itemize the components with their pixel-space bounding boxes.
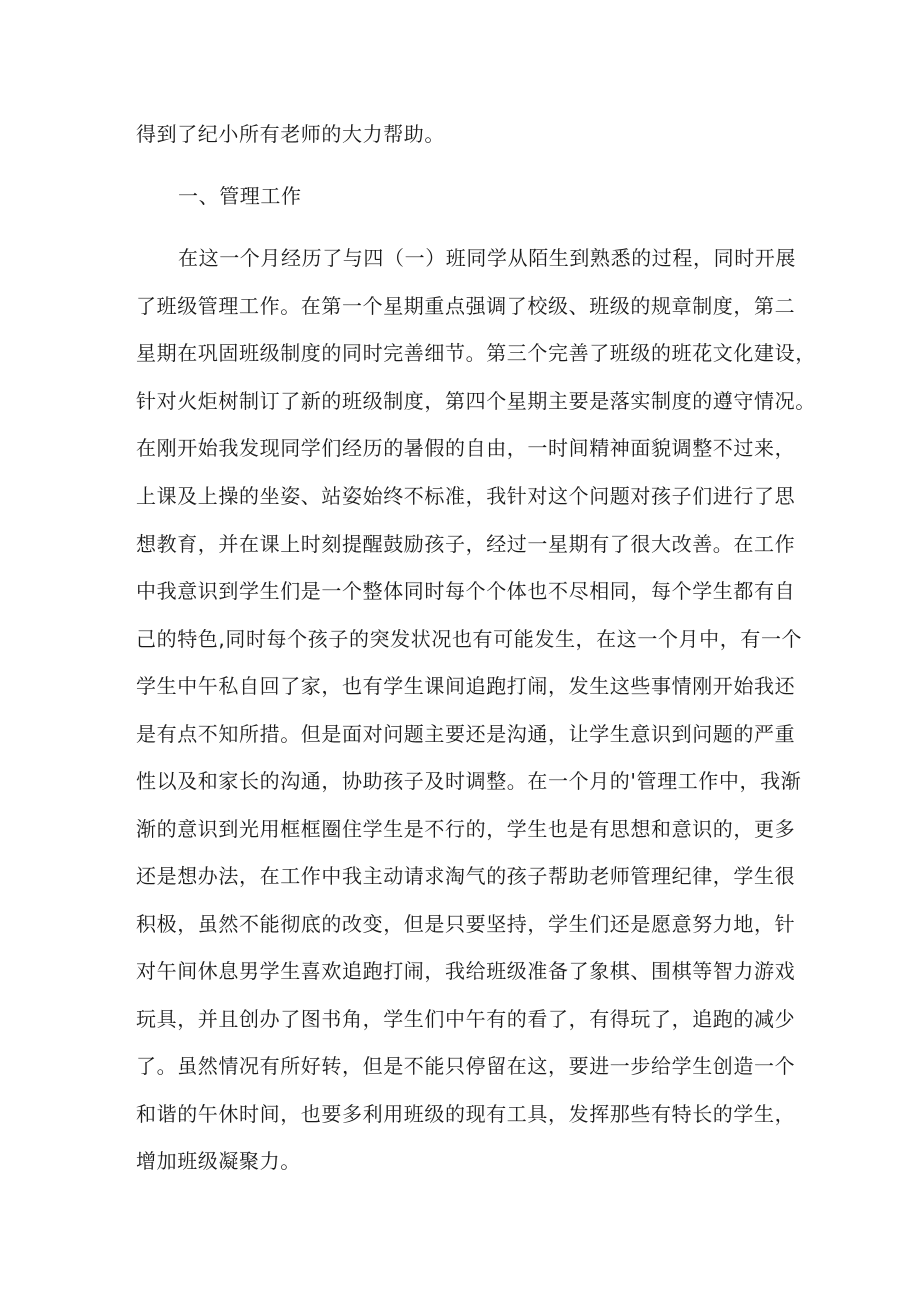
paragraph-line: 还是想办法，在工作中我主动请求淘气的孩子帮助老师管理纪律，学生很 <box>136 864 796 888</box>
paragraph-line: 积极，虽然不能彻底的改变，但是只要坚持，学生们还是愿意努力地，针 <box>136 912 796 936</box>
paragraph-line: 在这一个月经历了与四（一）班同学从陌生到熟悉的过程，同时开展 <box>178 246 796 270</box>
paragraph-line: 和谐的午休时间，也要多利用班级的现有工具，发挥那些有特长的学生， <box>136 1102 796 1126</box>
paragraph-line: 玩具，并且创办了图书角，学生们中午有的看了，有得玩了，追跑的减少 <box>136 1007 796 1031</box>
opening-line: 得到了纪小所有老师的大力帮助。 <box>136 122 445 146</box>
paragraph-line: 学生中午私自回了家，也有学生课间追跑打闹，发生这些事情刚开始我还 <box>136 674 796 698</box>
paragraph-line: 针对火炬树制订了新的班级制度，第四个星期主要是落实制度的遵守情况。 <box>136 389 816 413</box>
paragraph-line: 上课及上操的坐姿、站姿始终不标准，我针对这个问题对孩子们进行了思 <box>136 484 796 508</box>
paragraph-line: 中我意识到学生们是一个整体同时每个个体也不尽相同，每个学生都有自 <box>136 579 796 603</box>
paragraph-line: 性以及和家长的沟通，协助孩子及时调整。在一个月的'管理工作中，我渐 <box>136 769 802 793</box>
paragraph-line: 增加班级凝聚力。 <box>136 1149 301 1173</box>
paragraph-line: 对午间休息男学生喜欢追跑打闹，我给班级准备了象棋、围棋等智力游戏 <box>136 959 796 983</box>
paragraph-line: 渐的意识到光用框框圈住学生是不行的，学生也是有思想和意识的，更多 <box>136 817 796 841</box>
paragraph-line: 想教育，并在课上时刻提醒鼓励孩子，经过一星期有了很大改善。在工作 <box>136 532 796 556</box>
paragraph-line: 星期在巩固班级制度的同时完善细节。第三个完善了班级的班花文化建设， <box>136 341 816 365</box>
paragraph-line: 己的特色,同时每个孩子的突发状况也有可能发生，在这一个月中，有一个 <box>136 627 803 651</box>
paragraph-line: 了。虽然情况有所好转，但是不能只停留在这，要进一步给学生创造一个 <box>136 1054 796 1078</box>
section-heading: 一、管理工作 <box>178 184 302 208</box>
paragraph-line: 在刚开始我发现同学们经历的暑假的自由，一时间精神面貌调整不过来， <box>136 436 796 460</box>
paragraph-line: 了班级管理工作。在第一个星期重点强调了校级、班级的规章制度，第二 <box>136 294 796 318</box>
paragraph-line: 是有点不知所措。但是面对问题主要还是沟通，让学生意识到问题的严重 <box>136 722 796 746</box>
